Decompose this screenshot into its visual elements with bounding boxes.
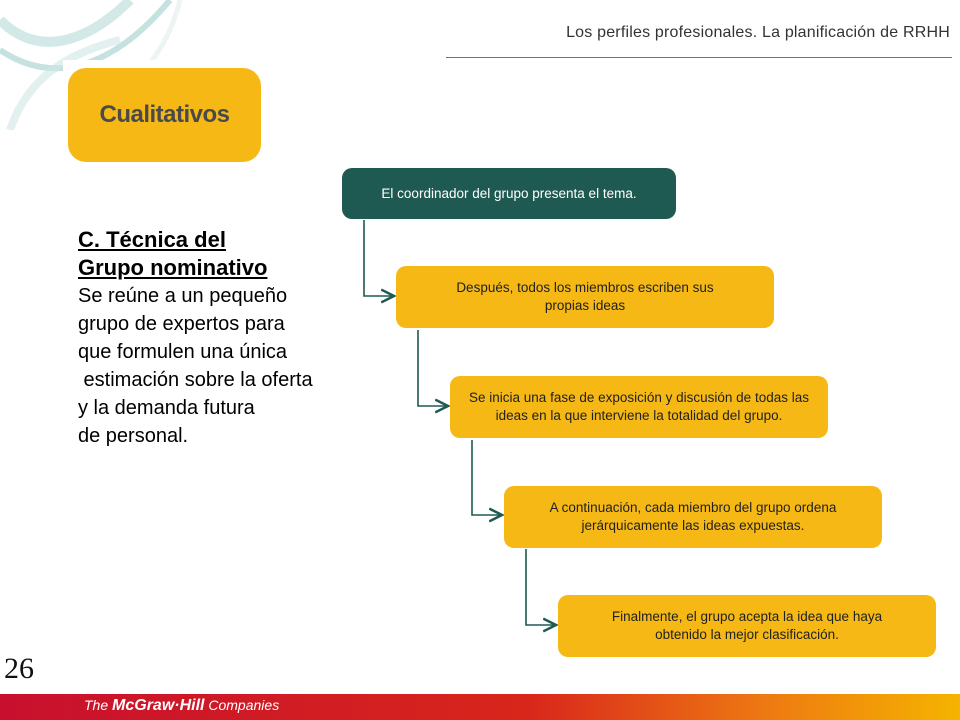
description-line: de personal. [78, 425, 189, 447]
flow-step-1: El coordinador del grupo presenta el tema. [342, 168, 676, 219]
flow-step-3: Se inicia una fase de exposición y discusión de todas las ideas en la que interviene la totalidad del grupo. [450, 376, 828, 438]
connector-arrow-3 [472, 440, 502, 515]
logo-suffix: Companies [204, 697, 280, 713]
footer-bar [0, 694, 960, 720]
flow-step-4: A continuación, cada miembro del grupo ordena jerárquicamente las ideas expuestas. [504, 486, 882, 548]
connector-arrow-1 [364, 220, 394, 296]
page-number: 26 [4, 652, 34, 685]
flow-step-2: Después, todos los miembros escriben sus propias ideas [396, 266, 774, 328]
technique-heading-line2: Grupo nominativo [78, 255, 268, 280]
flow-step-5: Finalmente, el grupo acepta la idea que haya obtenido la mejor clasificación. [558, 595, 936, 657]
connector-arrow-4 [526, 549, 556, 625]
logo-brand: McGraw·Hill [112, 697, 205, 714]
logo-prefix: The [84, 697, 113, 713]
description-line: y la demanda futura [78, 397, 255, 419]
description-line: grupo de expertos para [78, 313, 285, 335]
page-header-title: Los perfiles profesionales. La planificación de RRHH [566, 24, 950, 41]
description-line: que formulen una única [78, 341, 288, 363]
publisher-logo [84, 697, 279, 715]
connector-arrow-2 [418, 330, 448, 406]
description-line: Se reúne a un pequeño [78, 285, 288, 307]
description-line: estimación sobre la oferta [78, 369, 313, 391]
cualitativos-badge: Cualitativos [68, 68, 261, 162]
technique-heading-line1: C. Técnica del [78, 227, 226, 252]
